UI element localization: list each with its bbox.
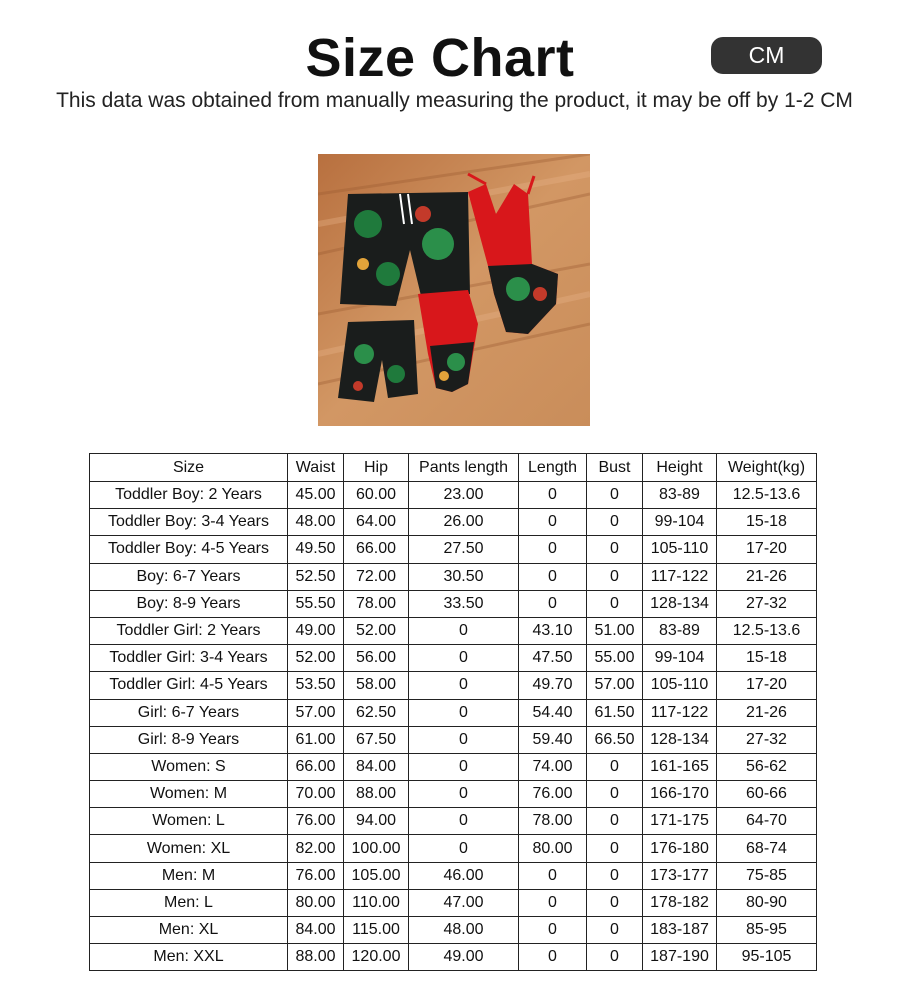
height-cell: 105-110 [643,672,717,699]
bust-cell: 0 [587,590,643,617]
table-row [90,563,817,590]
weight-cell: 64-70 [717,808,817,835]
length-cell: 0 [519,917,587,944]
hip-cell: 120.00 [344,944,409,971]
length-cell: 0 [519,536,587,563]
hip-cell: 64.00 [344,509,409,536]
length-cell: 0 [519,862,587,889]
length-cell: 0 [519,563,587,590]
height-cell: 105-110 [643,536,717,563]
pants-length-cell: 0 [409,699,519,726]
hip-cell: 88.00 [344,781,409,808]
size-cell: Women: S [90,753,288,780]
height-cell: 128-134 [643,590,717,617]
table-row [90,808,817,835]
hip-cell: 72.00 [344,563,409,590]
column-header-height: Height [643,454,717,482]
waist-cell: 55.50 [288,590,344,617]
waist-cell: 80.00 [288,889,344,916]
weight-cell: 56-62 [717,753,817,780]
size-cell: Toddler Boy: 2 Years [90,482,288,509]
bust-cell: 0 [587,862,643,889]
table-row [90,889,817,916]
height-cell: 128-134 [643,726,717,753]
table-body [90,482,817,971]
pants-length-cell: 0 [409,781,519,808]
length-cell: 74.00 [519,753,587,780]
bust-cell: 0 [587,509,643,536]
weight-cell: 27-32 [717,726,817,753]
measurement-note: This data was obtained from manually measuring the product, it may be off by 1-2 CM [56,89,853,112]
waist-cell: 53.50 [288,672,344,699]
pants-length-cell: 0 [409,753,519,780]
weight-cell: 80-90 [717,889,817,916]
unit-badge: CM [711,37,822,74]
column-header-size: Size [90,454,288,482]
size-cell: Men: XL [90,917,288,944]
bust-cell: 57.00 [587,672,643,699]
pants-length-cell: 46.00 [409,862,519,889]
length-cell: 43.10 [519,617,587,644]
height-cell: 173-177 [643,862,717,889]
hip-cell: 110.00 [344,889,409,916]
hip-cell: 105.00 [344,862,409,889]
size-cell: Women: L [90,808,288,835]
pants-length-cell: 0 [409,835,519,862]
length-cell: 76.00 [519,781,587,808]
hip-cell: 100.00 [344,835,409,862]
table-row [90,944,817,971]
weight-cell: 85-95 [717,917,817,944]
column-header-hip: Hip [344,454,409,482]
length-cell: 0 [519,590,587,617]
waist-cell: 57.00 [288,699,344,726]
waist-cell: 76.00 [288,862,344,889]
pants-length-cell: 0 [409,645,519,672]
height-cell: 166-170 [643,781,717,808]
bust-cell: 0 [587,482,643,509]
height-cell: 99-104 [643,645,717,672]
size-cell: Men: XXL [90,944,288,971]
height-cell: 117-122 [643,563,717,590]
length-cell: 0 [519,509,587,536]
bust-cell: 66.50 [587,726,643,753]
hip-cell: 84.00 [344,753,409,780]
pants-length-cell: 0 [409,672,519,699]
pants-length-cell: 30.50 [409,563,519,590]
size-cell: Men: L [90,889,288,916]
table-row [90,699,817,726]
table-row [90,917,817,944]
size-cell: Toddler Boy: 4-5 Years [90,536,288,563]
height-cell: 171-175 [643,808,717,835]
pants-length-cell: 47.00 [409,889,519,916]
height-cell: 187-190 [643,944,717,971]
weight-cell: 15-18 [717,509,817,536]
table-row [90,781,817,808]
table-row [90,862,817,889]
length-cell: 80.00 [519,835,587,862]
table-row [90,536,817,563]
waist-cell: 52.00 [288,645,344,672]
bust-cell: 0 [587,917,643,944]
weight-cell: 21-26 [717,563,817,590]
table-row [90,482,817,509]
pants-length-cell: 26.00 [409,509,519,536]
size-cell: Boy: 6-7 Years [90,563,288,590]
length-cell: 59.40 [519,726,587,753]
weight-cell: 12.5-13.6 [717,617,817,644]
pants-length-cell: 0 [409,617,519,644]
bust-cell: 0 [587,808,643,835]
table-header-row [90,454,817,482]
waist-cell: 61.00 [288,726,344,753]
size-cell: Girl: 8-9 Years [90,726,288,753]
height-cell: 176-180 [643,835,717,862]
size-cell: Girl: 6-7 Years [90,699,288,726]
bust-cell: 0 [587,753,643,780]
bust-cell: 61.50 [587,699,643,726]
length-cell: 0 [519,889,587,916]
weight-cell: 95-105 [717,944,817,971]
length-cell: 47.50 [519,645,587,672]
length-cell: 49.70 [519,672,587,699]
column-header-length: Length [519,454,587,482]
length-cell: 0 [519,482,587,509]
column-header-pants-length: Pants length [409,454,519,482]
weight-cell: 27-32 [717,590,817,617]
waist-cell: 45.00 [288,482,344,509]
weight-cell: 68-74 [717,835,817,862]
table-row [90,753,817,780]
height-cell: 83-89 [643,617,717,644]
height-cell: 117-122 [643,699,717,726]
height-cell: 183-187 [643,917,717,944]
waist-cell: 84.00 [288,917,344,944]
waist-cell: 70.00 [288,781,344,808]
size-cell: Women: XL [90,835,288,862]
weight-cell: 60-66 [717,781,817,808]
pants-length-cell: 27.50 [409,536,519,563]
table-row [90,645,817,672]
column-header-waist: Waist [288,454,344,482]
length-cell: 78.00 [519,808,587,835]
table-row [90,726,817,753]
size-cell: Women: M [90,781,288,808]
weight-cell: 17-20 [717,536,817,563]
page-title: Size Chart [305,28,575,88]
hip-cell: 115.00 [344,917,409,944]
table-row [90,835,817,862]
pants-length-cell: 23.00 [409,482,519,509]
bust-cell: 51.00 [587,617,643,644]
bust-cell: 0 [587,563,643,590]
hip-cell: 78.00 [344,590,409,617]
bust-cell: 0 [587,889,643,916]
height-cell: 83-89 [643,482,717,509]
hip-cell: 56.00 [344,645,409,672]
weight-cell: 15-18 [717,645,817,672]
hip-cell: 66.00 [344,536,409,563]
pants-length-cell: 0 [409,808,519,835]
hip-cell: 60.00 [344,482,409,509]
bust-cell: 55.00 [587,645,643,672]
bust-cell: 0 [587,781,643,808]
waist-cell: 49.50 [288,536,344,563]
height-cell: 99-104 [643,509,717,536]
height-cell: 178-182 [643,889,717,916]
column-header-weight: Weight(kg) [717,454,817,482]
swimwear-photo-icon [318,154,590,426]
size-cell: Toddler Girl: 3-4 Years [90,645,288,672]
size-cell: Toddler Girl: 4-5 Years [90,672,288,699]
length-cell: 54.40 [519,699,587,726]
size-cell: Toddler Girl: 2 Years [90,617,288,644]
pants-length-cell: 49.00 [409,944,519,971]
pants-length-cell: 48.00 [409,917,519,944]
hip-cell: 67.50 [344,726,409,753]
hip-cell: 62.50 [344,699,409,726]
hip-cell: 58.00 [344,672,409,699]
hip-cell: 94.00 [344,808,409,835]
waist-cell: 88.00 [288,944,344,971]
pants-length-cell: 0 [409,726,519,753]
waist-cell: 66.00 [288,753,344,780]
bust-cell: 0 [587,944,643,971]
hip-cell: 52.00 [344,617,409,644]
size-chart-table [89,453,817,971]
table-row [90,509,817,536]
size-cell: Men: M [90,862,288,889]
bust-cell: 0 [587,835,643,862]
swimwear-photo [318,154,590,426]
pants-length-cell: 33.50 [409,590,519,617]
bust-cell: 0 [587,536,643,563]
height-cell: 161-165 [643,753,717,780]
table-row [90,590,817,617]
weight-cell: 17-20 [717,672,817,699]
waist-cell: 82.00 [288,835,344,862]
weight-cell: 12.5-13.6 [717,482,817,509]
column-header-bust: Bust [587,454,643,482]
length-cell: 0 [519,944,587,971]
waist-cell: 52.50 [288,563,344,590]
waist-cell: 48.00 [288,509,344,536]
size-cell: Toddler Boy: 3-4 Years [90,509,288,536]
weight-cell: 75-85 [717,862,817,889]
table-row [90,617,817,644]
weight-cell: 21-26 [717,699,817,726]
size-cell: Boy: 8-9 Years [90,590,288,617]
waist-cell: 76.00 [288,808,344,835]
table-row [90,672,817,699]
waist-cell: 49.00 [288,617,344,644]
